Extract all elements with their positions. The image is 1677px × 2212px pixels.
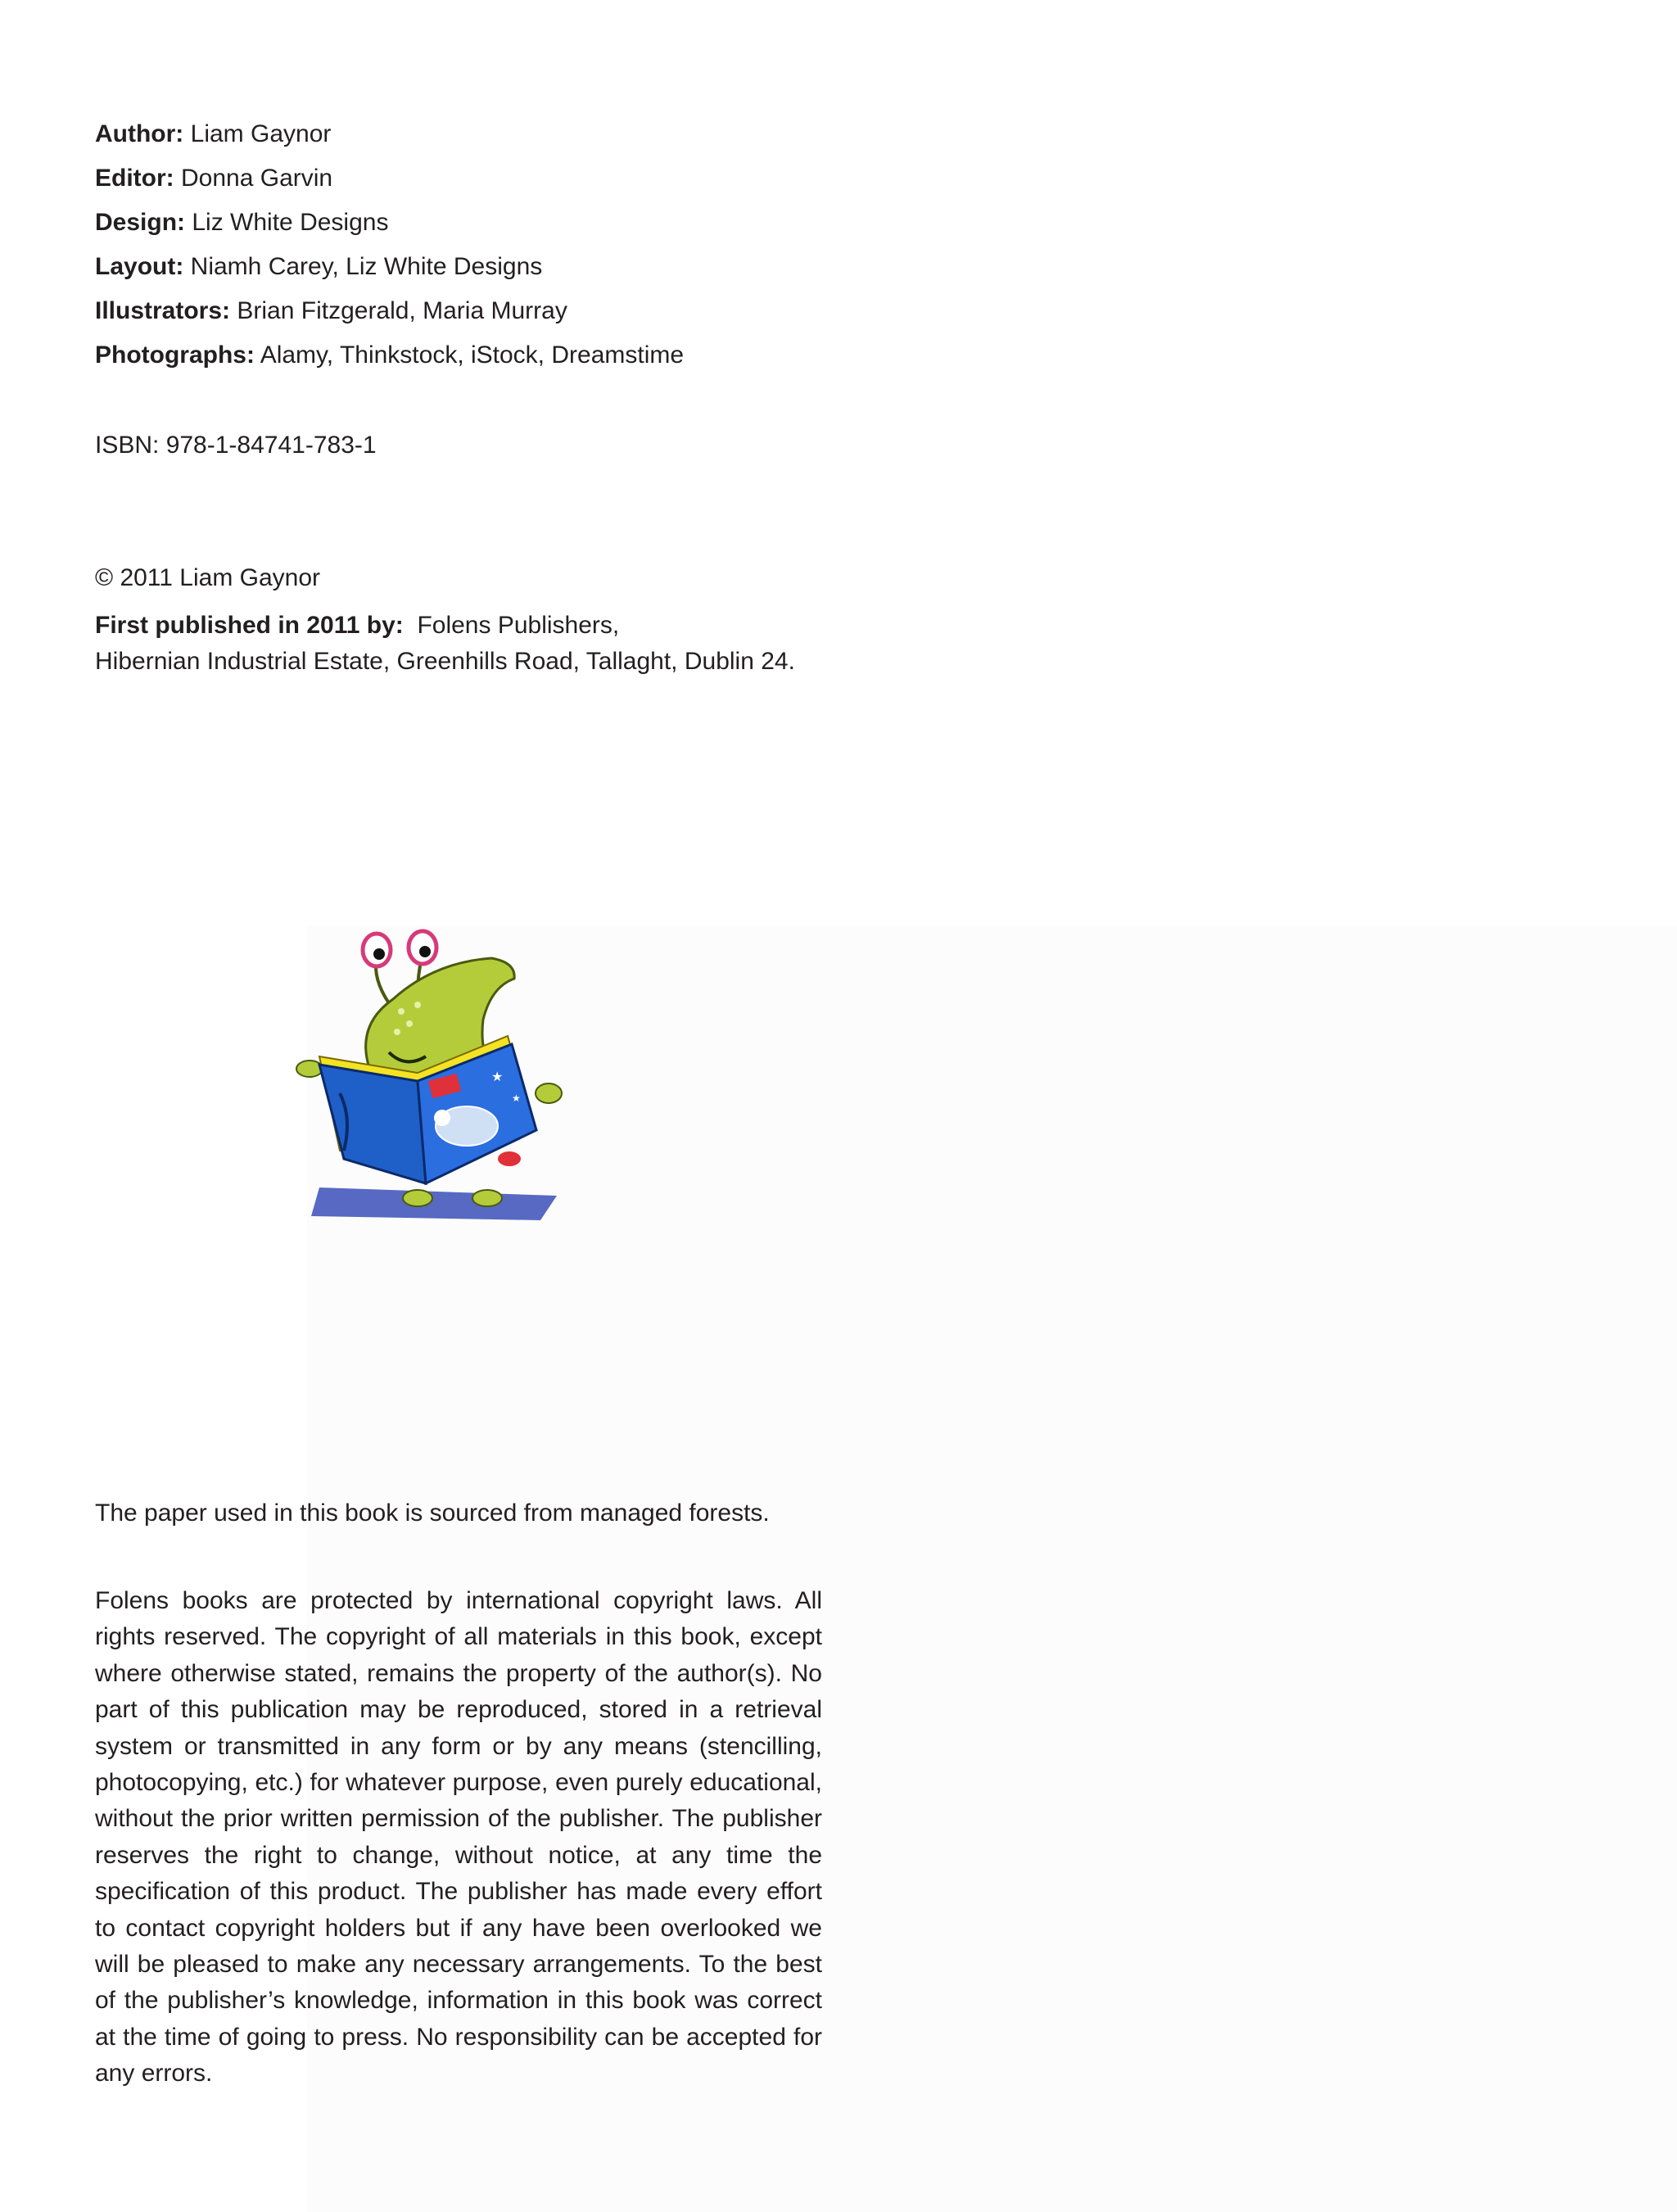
left-foot xyxy=(403,1190,432,1206)
shadow-shape xyxy=(311,1187,557,1220)
reading-creature-illustration xyxy=(295,913,573,1224)
credit-label: Layout: xyxy=(95,253,184,280)
book-cover-left xyxy=(319,1065,426,1183)
credit-label: Photographs: xyxy=(95,342,255,369)
credit-label: Illustrators: xyxy=(95,297,231,324)
publisher-name: Folens Publishers, xyxy=(417,612,620,639)
credit-author xyxy=(95,120,684,164)
credit-label: Author: xyxy=(95,120,184,147)
credits-list xyxy=(95,120,684,385)
spot xyxy=(406,1020,413,1027)
credit-value: Brian Fitzgerald, Maria Murray xyxy=(237,297,567,324)
credit-editor xyxy=(95,164,684,208)
isbn-line: ISBN: 978-1-84741-783-1 xyxy=(95,432,377,459)
credit-value: Alamy, Thinkstock, iStock, Dreamstime xyxy=(260,342,685,369)
credit-illustrators xyxy=(95,296,684,341)
paper-source-note: The paper used in this book is sourced from managed forests. xyxy=(95,1500,770,1527)
credit-photographs xyxy=(95,341,684,385)
sheep-head xyxy=(434,1110,450,1126)
pupil-right xyxy=(419,946,431,957)
credit-layout xyxy=(95,252,684,296)
publisher-address: Hibernian Industrial Estate, Greenhills Road, Tallaght, Dublin 24. xyxy=(95,648,795,675)
spot xyxy=(398,1008,405,1015)
star-icon: ★ xyxy=(491,1069,504,1084)
publisher-line xyxy=(95,608,795,644)
star-icon: ★ xyxy=(512,1092,521,1104)
credit-value: Donna Garvin xyxy=(181,165,333,192)
book-badge xyxy=(498,1151,521,1166)
credit-label: Design: xyxy=(95,209,186,236)
spot xyxy=(394,1029,400,1035)
credit-design xyxy=(95,208,684,252)
left-hand xyxy=(296,1061,323,1077)
credit-value: Liz White Designs xyxy=(192,209,389,236)
copyright-legal-paragraph: Folens books are protected by international copyright laws. All rights reserved. The copyright of all materials in this book, except where otherwise stated, remains the property of the author(s). No part of this publication may be reproduced, stored in a retrieval system or transmitted in any form or by any means (stencilling, photocopying, etc.) for whatever purpose, even purely educational, without the prior written permission of the publisher. The publisher reserves the right to change, without notice, at any time the specification of this product. The publisher has made every effort to contact copyright holders but if any have been overlooked we will be pleased to make any necessary arrangements. To the best of the publisher’s knowledge, information in this book was correct at the time of going to press. No responsibility can be accepted for any errors. xyxy=(95,1587,822,2088)
right-hand xyxy=(536,1083,562,1103)
publisher-info xyxy=(95,608,795,680)
published-label: First published in 2011 by: xyxy=(95,612,404,639)
spot xyxy=(414,1002,421,1008)
copyright-line: © 2011 Liam Gaynor xyxy=(95,564,321,591)
right-foot xyxy=(472,1190,502,1206)
credit-label: Editor: xyxy=(95,165,174,192)
credit-value: Liam Gaynor xyxy=(190,120,332,147)
pupil-left xyxy=(373,948,385,960)
credit-value: Niamh Carey, Liz White Designs xyxy=(190,253,543,280)
